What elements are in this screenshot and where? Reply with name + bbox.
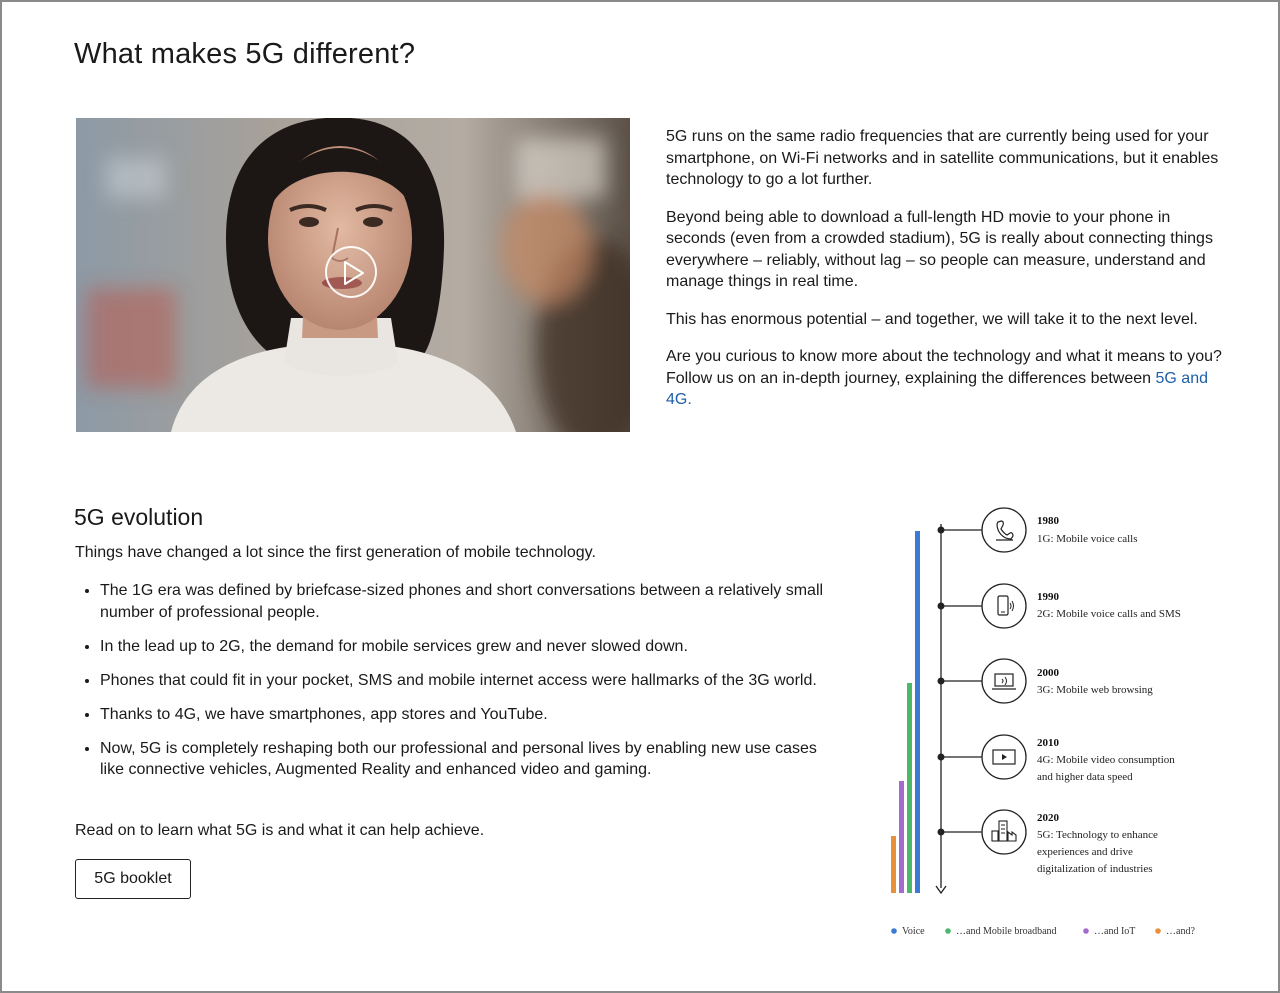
timeline-description: experiences and drive [1037,846,1133,858]
video-player[interactable] [76,118,630,432]
legend-dot-future [1155,928,1161,934]
intro-paragraph [666,346,1226,411]
bar-iot [899,781,904,893]
play-button[interactable] [325,246,377,298]
read-on-text: Read on to learn what 5G is and what it can help achieve. [75,822,485,839]
legend-dot-iot [1083,928,1089,934]
evolution-timeline [862,498,1262,948]
timeline-milestone-1990 [938,584,1181,628]
intro-paragraph: Beyond being able to download a full-length HD movie to your phone in seconds (even from a crowded stadium), 5G is really about connecting things everywhere – reliably, without lag – so people can measure, understand and manage things in real time. [666,208,1213,290]
timeline-legend [891,926,1195,937]
bar-mobile-broadband [907,683,912,893]
5g-and-4g-link[interactable]: 5G and 4G. [666,369,1208,408]
intro-paragraph: This has enormous potential – and together, we will take it to the next level. [666,310,1198,328]
legend-label: …and IoT [1094,926,1136,937]
legend-label: Voice [902,926,925,937]
timeline-description: 1G: Mobile voice calls [1037,533,1138,545]
intro-paragraph: 5G runs on the same radio frequencies that are currently being used for your smartphone, on Wi-Fi networks and in satellite communications, but it enables technology to go a lot further. [666,128,1219,188]
intro-paragraph-text: Are you curious to know more about the technology and what it means to you? Follow us on an in-depth journey, explaining the differences between [666,348,1222,387]
list-item: • Phones that could fit in your pocket, SMS and mobile internet access were hallmarks of the 3G world. [100,670,840,692]
list-item: • Thanks to 4G, we have smartphones, app stores and YouTube. [100,704,840,726]
timeline-year: 2000 [1037,667,1059,679]
play-icon [342,260,366,286]
timeline-description: 4G: Mobile video consumption [1037,754,1175,766]
legend-label: …and Mobile broadband [956,926,1057,937]
bar-voice [915,531,920,893]
list-item: • In the lead up to 2G, the demand for mobile services grew and never slowed down. [100,636,840,658]
timeline-description: 3G: Mobile web browsing [1037,684,1153,696]
timeline-milestone-1980 [938,508,1138,552]
5g-booklet-button[interactable]: 5G booklet [75,859,191,899]
list-item: • Now, 5G is completely reshaping both our professional and personal lives by enabling new use cases like connective vehicles, Augmented Reality and enhanced video and gaming. [100,738,840,781]
legend-dot-mobile-broadband [945,928,951,934]
intro-text [666,126,1226,427]
timeline-year: 1980 [1037,515,1059,527]
bar-future [891,836,896,893]
timeline-description: 5G: Technology to enhance [1037,829,1158,841]
timeline-milestone-2010 [938,735,1176,783]
legend-dot-voice [891,928,897,934]
timeline-year: 1990 [1037,591,1059,603]
timeline-year: 2010 [1037,737,1059,749]
section-title-5g-evolution: 5G evolution [74,504,204,530]
list-item: • The 1G era was defined by briefcase-sized phones and short conversations between a relatively small number of professional people. [100,580,840,623]
evolution-bullet-list [75,580,840,793]
timeline-milestone-2020 [938,810,1159,875]
timeline-milestone-2000 [938,659,1154,703]
page-title: What makes 5G different? [74,38,416,70]
timeline-description: and higher data speed [1037,771,1133,783]
legend-label: …and? [1166,926,1195,937]
evolution-intro: Things have changed a lot since the first generation of mobile technology. [75,544,596,561]
timeline-description: digitalization of industries [1037,863,1153,875]
timeline-description: 2G: Mobile voice calls and SMS [1037,608,1181,620]
timeline-year: 2020 [1037,812,1059,824]
